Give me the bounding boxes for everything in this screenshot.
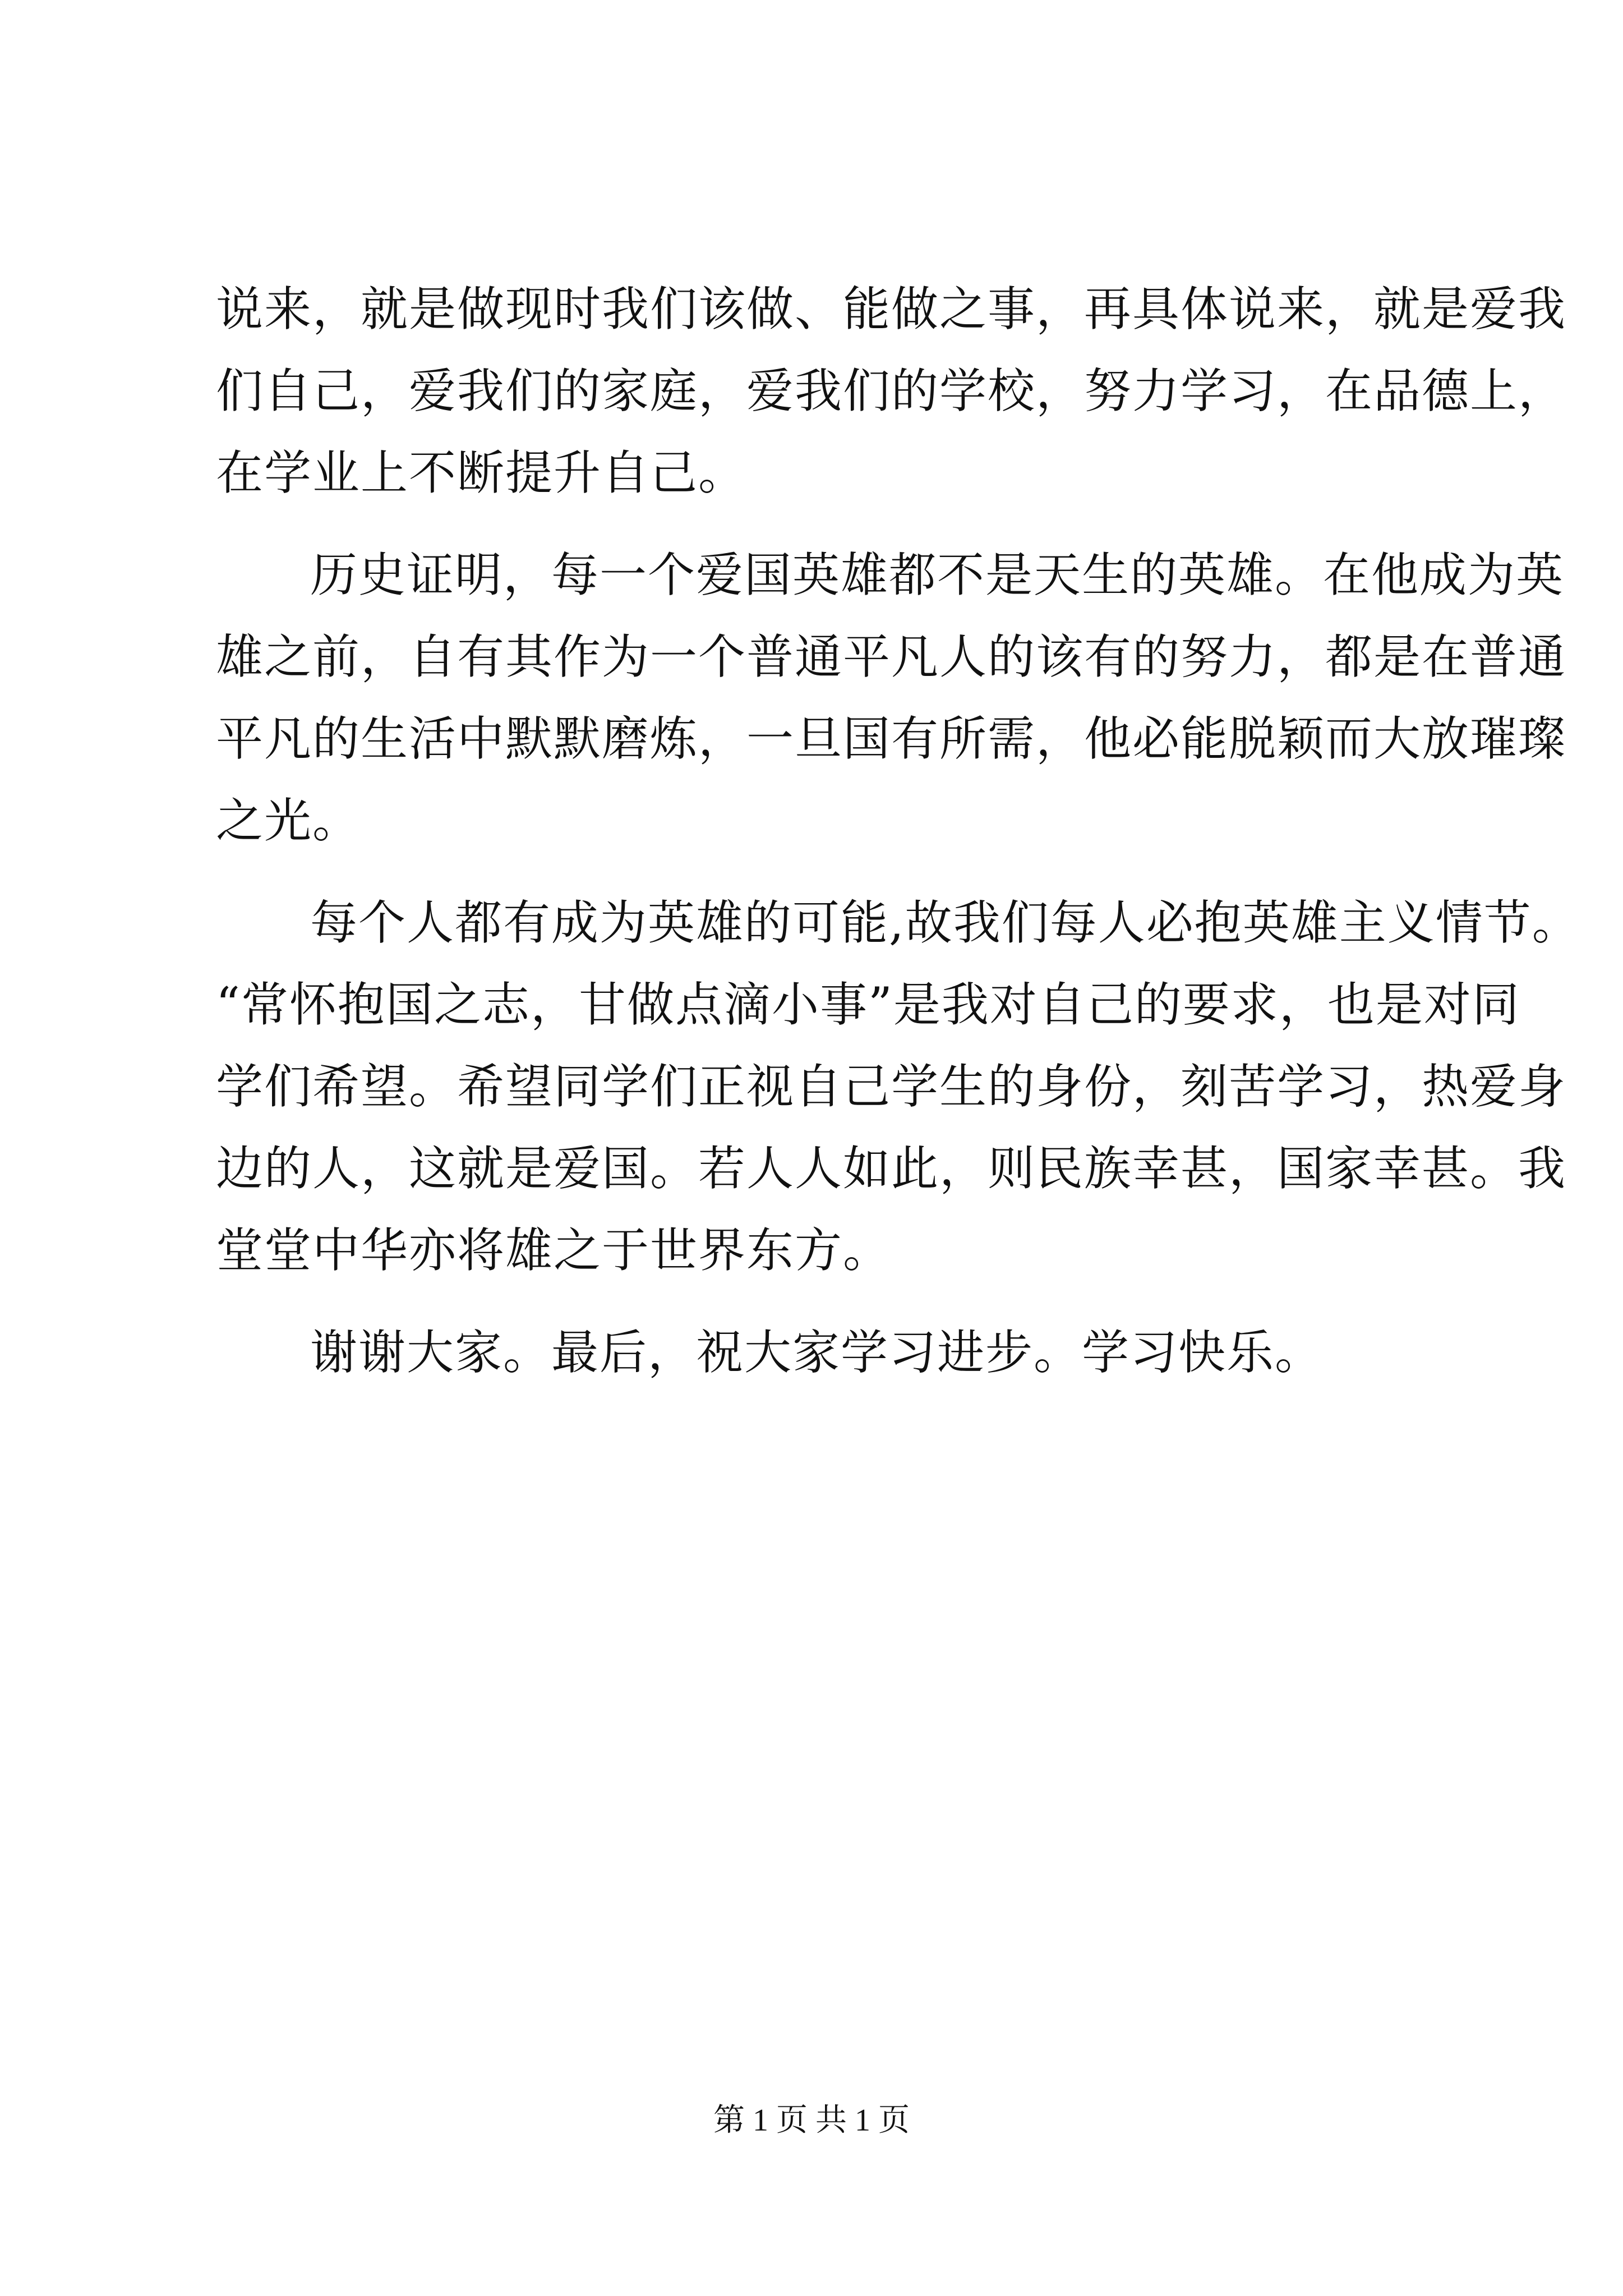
- text-line: 雄之前，自有其作为一个普通平凡人的该有的努力，都是在普通: [216, 629, 1567, 684]
- page-number-footer: 第 1 页 共 1 页: [713, 2103, 910, 2138]
- text-line: 历史证明，每一个爱国英雄都不是天生的英雄。在他成为英: [310, 547, 1565, 602]
- text-line: 们自己，爱我们的家庭，爱我们的学校，努力学习，在品德上，: [216, 364, 1567, 418]
- text-line: 在学业上不断提升自己。: [216, 445, 747, 500]
- text-line: “常怀抱国之志，甘做点滴小事”是我对自己的要求，也是对同: [216, 977, 1520, 1032]
- text-line: 边的人，这就是爱国。若人人如此，则民族幸甚，国家幸甚。我: [216, 1141, 1567, 1196]
- text-line: 堂堂中华亦将雄之于世界东方。: [216, 1223, 892, 1278]
- paragraph: [216, 882, 1580, 1291]
- document-body: [216, 268, 1580, 1393]
- text-line: 谢谢大家。最后，祝大家学习进步。学习快乐。: [310, 1325, 1324, 1380]
- text-line: 之光。: [216, 793, 361, 848]
- text-line: 说来，就是做现时我们该做、能做之事，再具体说来，就是爱我: [216, 282, 1567, 337]
- text-line: 平凡的生活中默默磨炼，一旦国有所需，他必能脱颖而大放璀璨: [216, 711, 1567, 766]
- paragraph: [216, 268, 1567, 514]
- paragraph: [216, 1312, 1416, 1393]
- text-line: 学们希望。希望同学们正视自己学生的身份，刻苦学习，热爱身: [216, 1059, 1567, 1114]
- text-line: 每个人都有成为英雄的可能,故我们每人必抱英雄主义情节。: [310, 895, 1580, 950]
- paragraph: [216, 534, 1567, 862]
